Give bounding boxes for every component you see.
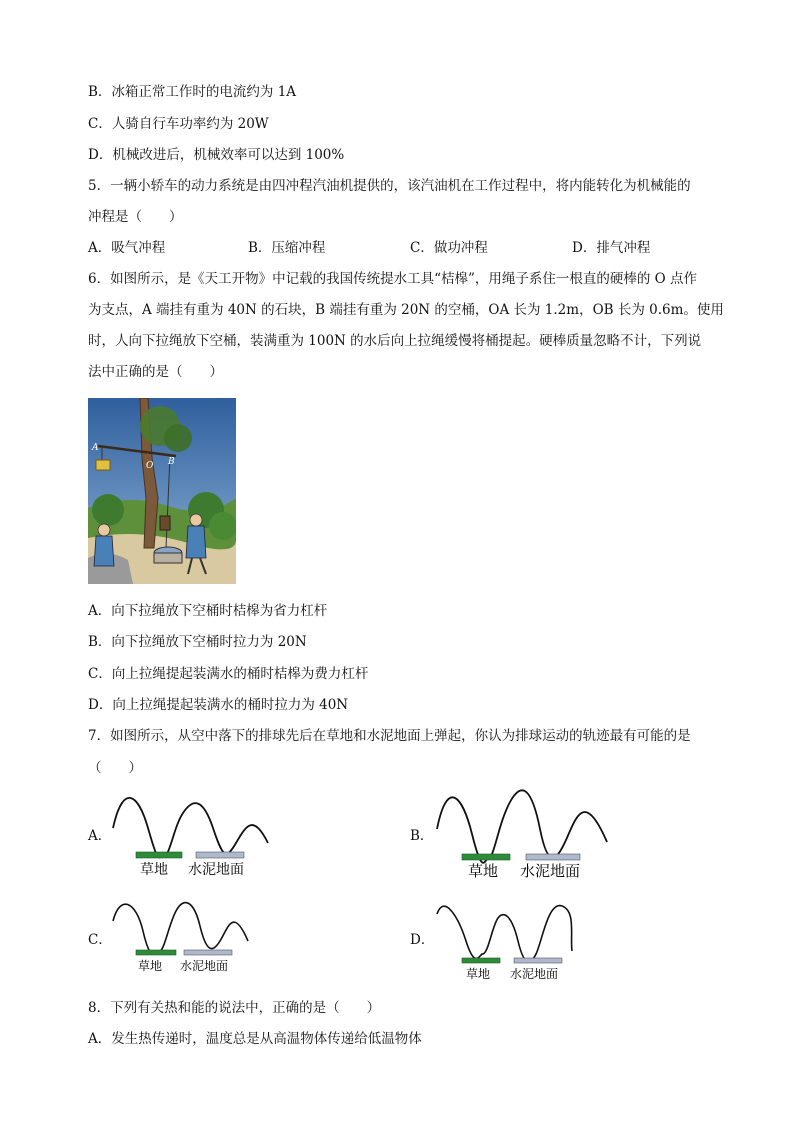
q7-stem-line1: 7．如图所示，从空中落下的排球先后在草地和水泥地面上弹起，你认为排球运动的轨迹最有可能的是 [88, 728, 691, 744]
q7-option-a-letter: A． [88, 828, 112, 844]
q7-option-c-letter: C． [88, 932, 112, 948]
q5-option-b: B．压缩冲程 [248, 240, 326, 256]
q6-label-a: A [92, 443, 99, 453]
q7-figure-d [432, 896, 582, 984]
q6-stem-line3: 时，人向下拉绳放下空桶，装满重为 100N 的水后向上拉绳缓慢将桶提起。硬棒质量忽略不计，下列说 [88, 333, 702, 349]
q6-stem-line1: 6．如图所示，是《天工开物》中记载的我国传统提水工具“桔槔”，用绳子系住一根直的硬棒的 O 点作 [88, 271, 698, 287]
q5-option-a: A．吸气冲程 [88, 240, 166, 256]
q6-stem-line2: 为支点，A 端挂有重为 40N 的石块，B 端挂有重为 20N 的空桶，OA 长为 1.2m，OB 长为 0.6m。使用 [88, 302, 724, 318]
q6-option-d: D．向上拉绳提起装满水的桶时拉力为 40N [88, 697, 349, 713]
q4-option-b: B．冰箱正常工作时的电流约为 1A [88, 84, 297, 100]
q7-option-d-letter: D． [410, 932, 435, 948]
q5-stem-line2: 冲程是（ ） [88, 209, 183, 225]
q8-option-a: A．发生热传递时，温度总是从高温物体传递给低温物体 [88, 1031, 422, 1047]
q7-b-concrete-label: 水泥地面 [520, 862, 581, 880]
q5-stem-line1: 5．一辆小轿车的动力系统是由四冲程汽油机提供的，该汽油机在工作过程中，将内能转化为机械能的 [88, 178, 691, 194]
q5-option-c: C．做功冲程 [410, 240, 488, 256]
q6-illustration [88, 398, 236, 584]
q7-figure-b [432, 784, 612, 884]
q7-a-grass-label: 草地 [140, 862, 168, 878]
q4-option-d: D．机械改进后，机械效率可以达到 100% [88, 147, 345, 163]
q5-option-d: D．排气冲程 [572, 240, 651, 256]
q7-figure-c [108, 896, 258, 980]
q8-stem: 8．下列有关热和能的说法中，正确的是（ ） [88, 1000, 381, 1016]
q7-c-grass-label: 草地 [138, 959, 163, 973]
q7-option-b-letter: B． [410, 828, 434, 844]
q7-c-concrete-label: 水泥地面 [180, 959, 229, 973]
q7-figure-a [108, 788, 278, 884]
q7-b-grass-label: 草地 [468, 862, 499, 880]
q6-stem-line4: 法中正确的是（ ） [88, 364, 223, 380]
q4-option-c: C．人骑自行车功率约为 20W [88, 116, 269, 132]
q6-option-b: B．向下拉绳放下空桶时拉力为 20N [88, 634, 307, 650]
q7-stem-line2: （ ） [88, 760, 142, 776]
q6-label-b: B [168, 457, 175, 467]
q7-a-concrete-label: 水泥地面 [188, 862, 244, 878]
q7-d-grass-label: 草地 [466, 967, 491, 981]
q6-label-o: O [146, 461, 154, 471]
q7-d-concrete-label: 水泥地面 [510, 967, 559, 981]
q6-option-a: A．向下拉绳放下空桶时桔槔为省力杠杆 [88, 603, 328, 619]
q6-option-c: C．向上拉绳提起装满水的桶时桔槔为费力杠杆 [88, 666, 369, 682]
